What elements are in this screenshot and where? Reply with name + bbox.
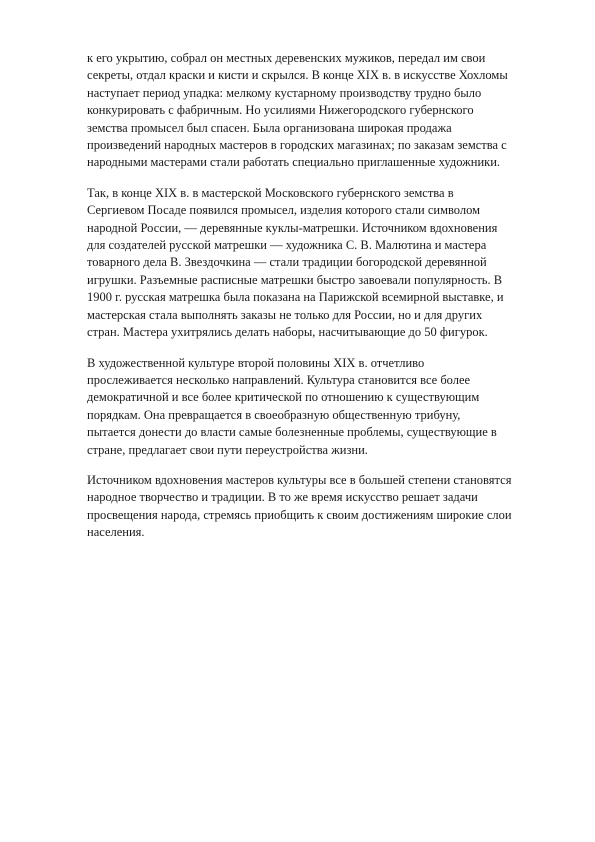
- paragraph-2: Так, в конце XIX в. в мастерской Московского губернского земства в Сергиевом Посаде появился промысел, изделия которого стали символом народной России, — деревянные куклы-матрешки. Источником вдохновения для создателей русской матрешки — художника С. В. Малютина и мастера товарного дела В. Звездочкина — стали традиции богородской деревянной игрушки. Разъемные расписные матрешки быстро завоевали популярность. В 1900 г. русская матрешка была показана на Парижской всемирной выставке, и мастерская стала выполнять заказы не только для России, но и для других стран. Мастера ухитрялись делать наборы, насчитывающие до 50 фигурок.: [87, 185, 504, 340]
- paragraph-4: Источником вдохновения мастеров культуры все в большей степени становятся народное творчество и традиции. В то же время искусство решает задачи просвещения народа, стремясь приобщить к своим достижениям широкие слои населения.: [87, 472, 512, 540]
- document-body: [87, 50, 512, 542]
- paragraph-1: к его укрытию, собрал он местных деревенских мужиков, передал им свои секреты, отдал краски и кисти и скрылся. В конце XIX в. в искусстве Хохломы наступает период упадка: мелкому кустарному производству трудно было конкурировать с фабричным. Но усилиями Нижегородского губернского земства промысел был спасен. Была организована широкая продажа произведений народных мастеров в городских магазинах; по заказам земства с народными мастерами стали работать специально приглашенные художники.: [87, 51, 508, 170]
- paragraph-3: В художественной культуре второй половины XIX в. отчетливо прослеживается несколько направлений. Культура становится все более демократичной и все более критической по отношению к существующим порядкам. Она превращается в своеобразную общественную трибуну, пытается донести до власти самые болезненные проблемы, существующие в стране, предлагает свои пути переустройства жизни.: [87, 355, 497, 457]
